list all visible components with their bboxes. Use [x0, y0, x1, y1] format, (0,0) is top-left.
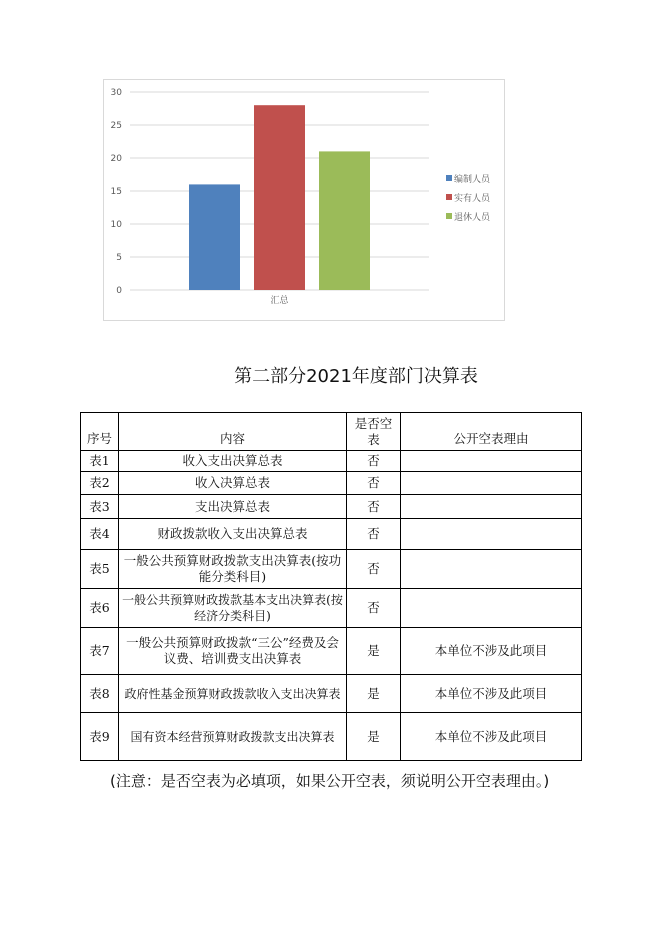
row-reason [401, 472, 582, 495]
row-index: 表8 [81, 675, 119, 713]
table-row [81, 472, 582, 495]
row-index: 表7 [81, 628, 119, 675]
row-is-empty: 是 [347, 628, 401, 675]
row-content: 收入支出决算总表 [119, 451, 347, 472]
y-tick-label: 0 [116, 286, 122, 296]
row-is-empty: 否 [347, 472, 401, 495]
y-tick-label: 10 [110, 220, 122, 230]
staffing-bar-chart [103, 79, 505, 321]
table-row [81, 519, 582, 550]
row-content: 收入决算总表 [119, 472, 347, 495]
table-row [81, 550, 582, 589]
bar-1 [189, 184, 240, 290]
chart-canvas [104, 80, 504, 320]
row-content: 国有资本经营预算财政拨款支出决算表 [119, 713, 347, 761]
table-row [81, 628, 582, 675]
row-content: 一般公共预算财政拨款支出决算表(按功能分类科目) [119, 550, 347, 589]
row-content: 一般公共预算财政拨款“三公”经费及会议费、培训费支出决算表 [119, 628, 347, 675]
row-is-empty: 是 [347, 675, 401, 713]
row-reason: 本单位不涉及此项目 [401, 675, 582, 713]
header-is-empty: 是否空表 [347, 413, 401, 451]
x-category-label: 汇总 [270, 296, 289, 306]
row-content: 政府性基金预算财政拨款收入支出决算表 [119, 675, 347, 713]
row-index: 表3 [81, 495, 119, 519]
legend-swatch [446, 175, 452, 181]
header-content: 内容 [119, 413, 347, 451]
table-header-row [81, 413, 582, 451]
row-content: 财政拨款收入支出决算总表 [119, 519, 347, 550]
row-index: 表5 [81, 550, 119, 589]
row-reason [401, 519, 582, 550]
y-tick-label: 30 [110, 88, 122, 98]
table-row [81, 713, 582, 761]
row-content: 支出决算总表 [119, 495, 347, 519]
row-reason: 本单位不涉及此项目 [401, 628, 582, 675]
row-is-empty: 否 [347, 589, 401, 628]
row-reason [401, 495, 582, 519]
legend-label: 实有人员 [454, 194, 491, 204]
y-tick-label: 20 [110, 154, 122, 164]
legend-swatch [446, 213, 452, 219]
page-title: 第二部分2021年度部门决算表 [234, 366, 478, 387]
row-is-empty: 否 [347, 550, 401, 589]
row-reason [401, 589, 582, 628]
row-is-empty: 是 [347, 713, 401, 761]
row-is-empty: 否 [347, 519, 401, 550]
y-tick-label: 5 [116, 253, 122, 263]
row-reason: 本单位不涉及此项目 [401, 713, 582, 761]
table-row [81, 589, 582, 628]
y-tick-label: 15 [110, 187, 122, 197]
legend-label: 编制人员 [454, 175, 491, 185]
table-row [81, 495, 582, 519]
legend-label: 退休人员 [454, 213, 491, 223]
row-is-empty: 否 [347, 495, 401, 519]
row-is-empty: 否 [347, 451, 401, 472]
table-row [81, 451, 582, 472]
bar-3 [319, 151, 370, 290]
table-row [81, 675, 582, 713]
final-accounts-table [80, 412, 582, 761]
legend-swatch [446, 194, 452, 200]
row-index: 表9 [81, 713, 119, 761]
row-index: 表6 [81, 589, 119, 628]
row-reason [401, 451, 582, 472]
footnote: (注意：是否空表为必填项，如果公开空表，须说明公开空表理由。) [110, 772, 550, 790]
y-tick-label: 25 [110, 121, 122, 131]
row-reason [401, 550, 582, 589]
row-content: 一般公共预算财政拨款基本支出决算表(按经济分类科目) [119, 589, 347, 628]
header-index: 序号 [81, 413, 119, 451]
header-reason: 公开空表理由 [401, 413, 582, 451]
row-index: 表2 [81, 472, 119, 495]
bar-2 [254, 105, 305, 290]
row-index: 表1 [81, 451, 119, 472]
row-index: 表4 [81, 519, 119, 550]
